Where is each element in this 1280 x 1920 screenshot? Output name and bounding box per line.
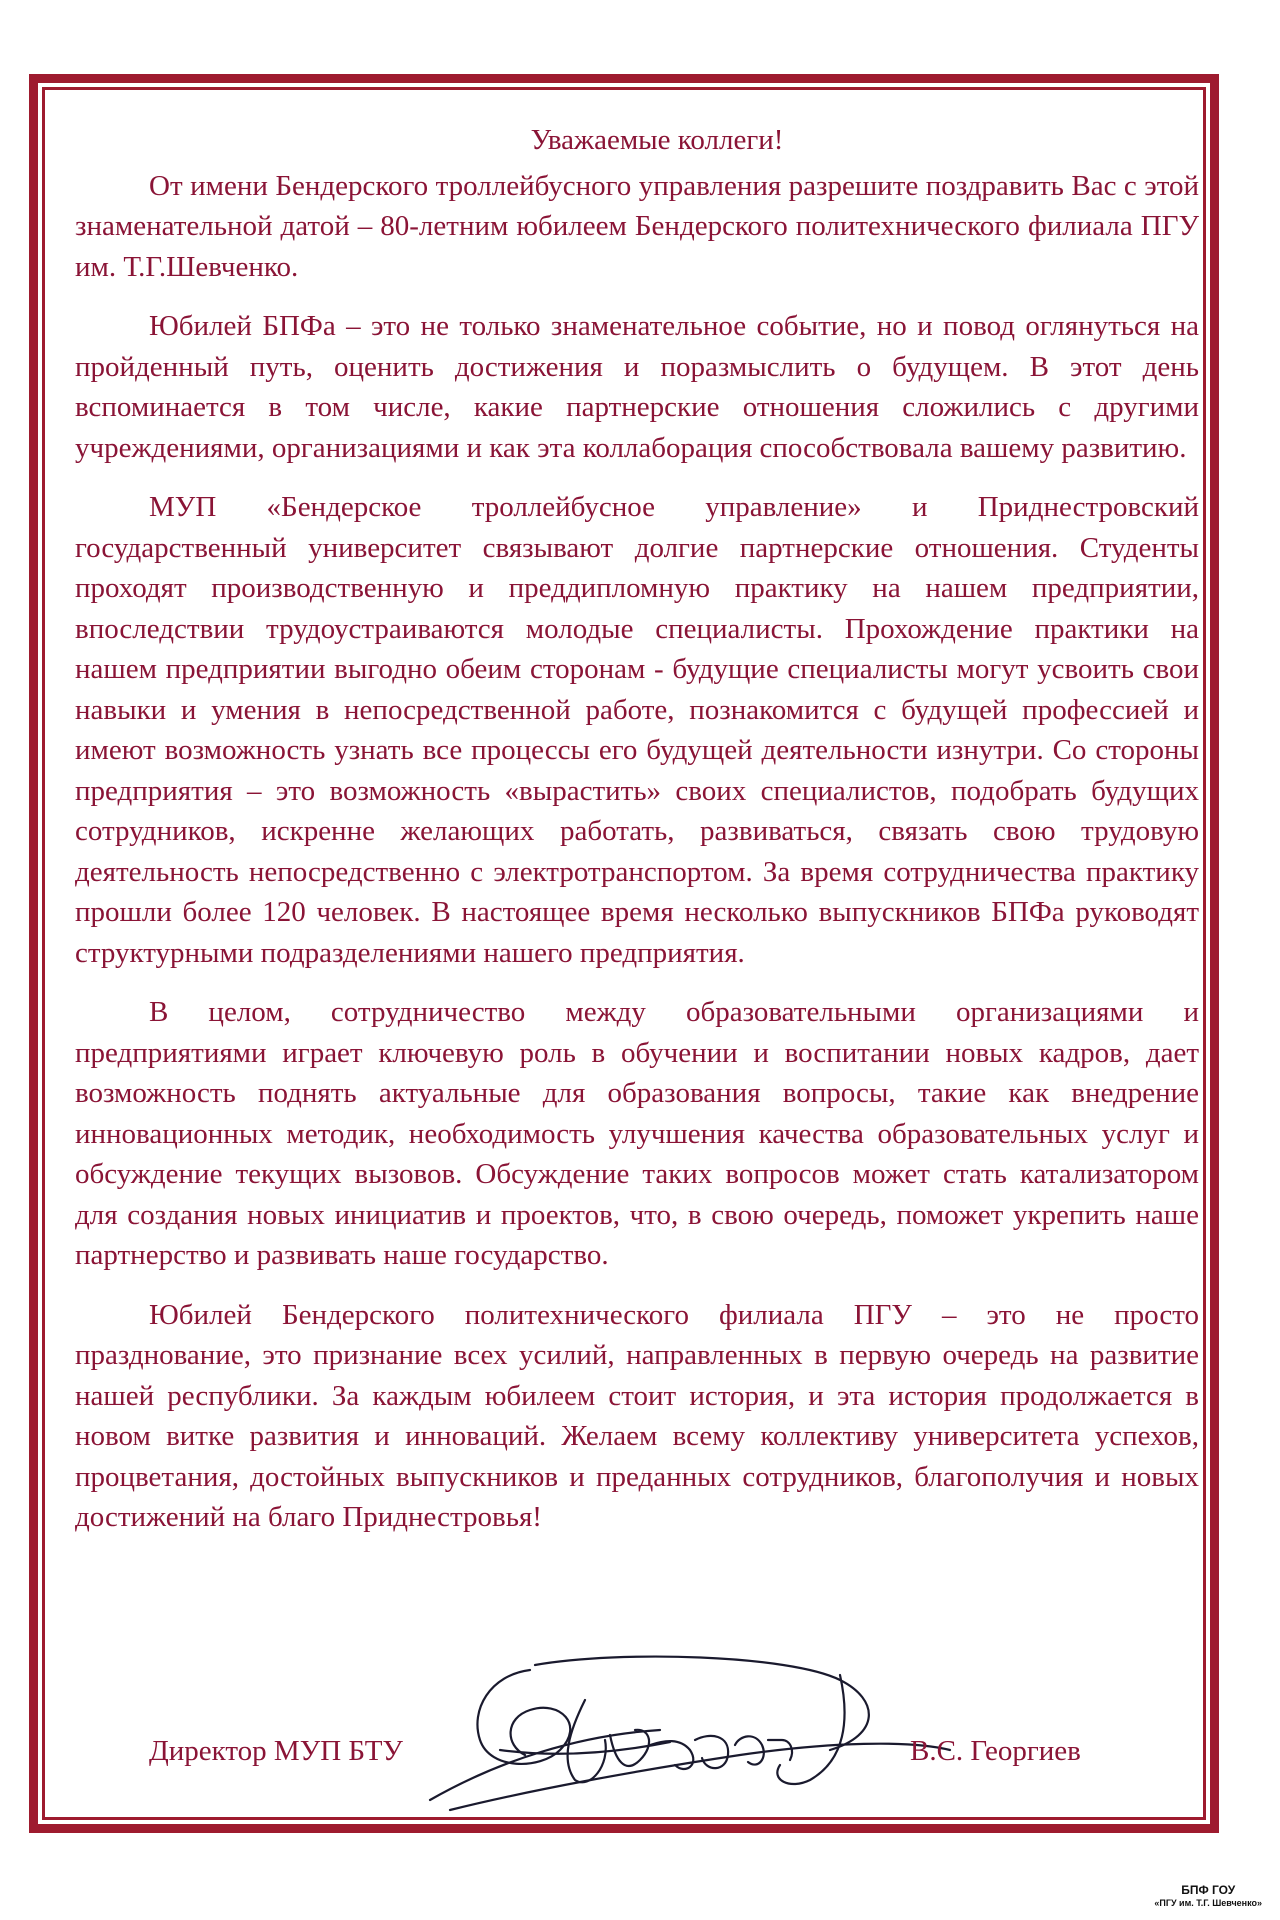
letter-paragraph-2: Юбилей БПФа – это не только знаменательное событие, но и повод оглянуться на пройденный путь, оценить достижения и поразмыслить о будущем. В этот день вспоминается в том числе, какие партнерские отношения сложились с другими учреждениями, организациями и как эта коллаборация способствовала вашему развитию. (75, 310, 1199, 464)
footer-stamp (1154, 1884, 1262, 1910)
letter-body (75, 120, 1199, 1557)
footer-stamp-line-1: БПФ ГОУ (1181, 1883, 1236, 1897)
signatory-title: Директор МУП БТУ (149, 1735, 403, 1767)
signature-line (0, 1735, 1280, 1783)
letter-paragraph-3: МУП «Бендерское троллейбусное управление» и Приднестровский государственный университет связывают долгие партнерские отношения. Студенты проходят производственную и преддипломную практику на нашем предприятии, впоследствии трудоустраиваются молодые специалисты. Прохождение практики на нашем предприятии выгодно обеим сторонам - будущие специалисты могут усвоить свои навыки и умения в непосредственной работе, познакомится с будущей профессией и имеют возможность узнать все процессы его будущей деятельности изнутри. Со стороны предприятия – это возможность «вырастить» своих специалистов, подобрать будущих сотрудников, искренне желающих работать, развиваться, связать свою трудовую деятельность непосредственно с электротранспортом. За время сотрудничества практику прошли более 120 человек. В настоящее время несколько выпускников БПФа руководят структурными подразделениями нашего предприятия. (75, 491, 1199, 969)
letter-paragraph-1: От имени Бендерского троллейбусного управления разрешите поздравить Вас с этой знаменательной датой – 80-летним юбилеем Бендерского политехнического филиала ПГУ им. Т.Г.Шевченко. (75, 169, 1199, 283)
letter-greeting: Уважаемые коллеги! (530, 124, 784, 156)
signatory-name: В.С. Георгиев (910, 1735, 1081, 1767)
footer-stamp-line-2: «ПГУ им. Т.Г. Шевченко» (1154, 1898, 1262, 1908)
letter-paragraph-5: Юбилей Бендерского политехнического филиала ПГУ – это не просто празднование, это признание всех усилий, направленных в первую очередь на развитие нашей республики. За каждым юбилеем стоит история, и эта история продолжается в новом витке развития и инноваций. Желаем всему коллективу университета успехов, процветания, достойных выпускников и преданных сотрудников, благополучия и новых достижений на благо Приднестровья! (75, 1298, 1199, 1533)
letter-paragraph-4: В целом, сотрудничество между образовательными организациями и предприятиями играет ключевую роль в обучении и воспитании новых кадров, дает возможность поднять актуальные для образования вопросы, такие как внедрение инновационных методик, необходимость улучшения качества образовательных услуг и обсуждение текущих вызовов. Обсуждение таких вопросов может стать катализатором для создания новых инициатив и проектов, что, в свою очередь, поможет укрепить наше партнерство и развивать наше государство. (75, 996, 1199, 1271)
